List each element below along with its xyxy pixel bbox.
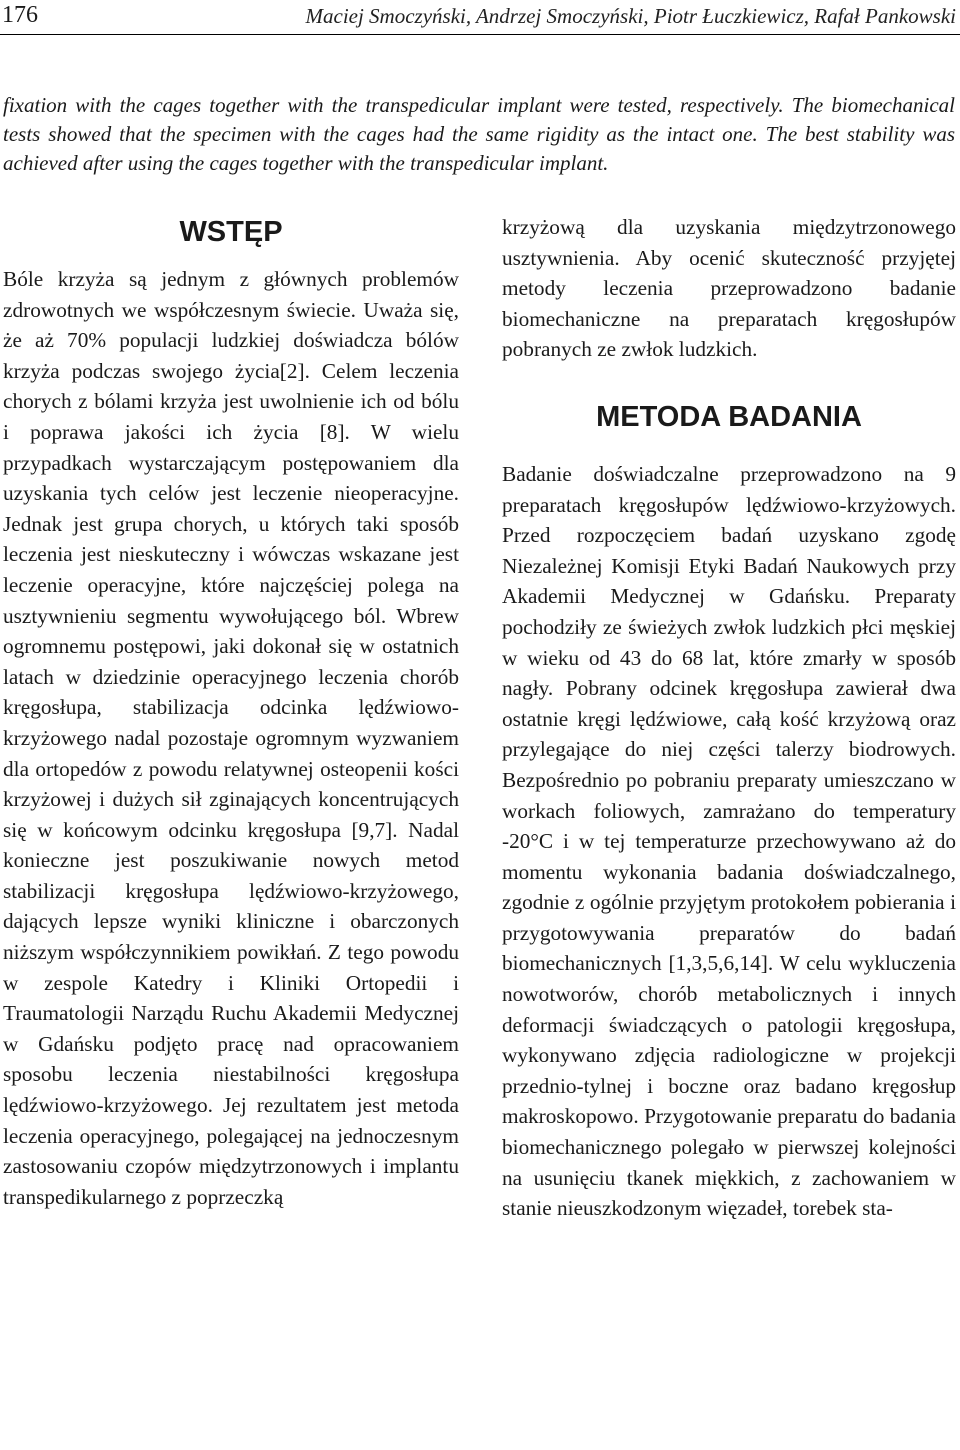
page-number: 176 xyxy=(2,2,38,28)
body-paragraph-introduction-continued: krzyżową dla uzyskania międzytrzonowego usztywnienia. Aby ocenić skuteczność przyjętej metody leczenia przeprowadzono badanie biomechaniczne na preparatach kręgosłupów pobranych ze zwłok ludzkich. xyxy=(502,215,956,362)
right-column xyxy=(502,212,956,1224)
section-heading-wstep: WSTĘP xyxy=(179,216,283,248)
section-heading-metoda-badania: METODA BADANIA xyxy=(596,400,862,433)
body-paragraph-methods: Badanie doświadczalne przeprowadzono na 9 preparatach kręgosłupów lędźwiowo-krzyżowych. Przed rozpoczęciem badań uzyskano zgodę Niezależnej Komisji Etyki Badań Naukowych przy Akademii Medycznej w Gdańsku. Preparaty pochodziły ze świeżych zwłok ludzkich płci męskiej w wieku od 43 do 68 lat, które zmarły w sposób nagły. Pobrany odcinek kręgosłupa zawierał dwa ostatnie kręgi lędźwiowe, całą kość krzyżową oraz przylegające do niej części talerzy biodrowych. Bezpośrednio po pobraniu preparaty umieszczano w workach foliowych, zamrażano do temperatury -20°C i w tej temperaturze przechowywano aż do momentu wykonania badania doświadczalnego, zgodnie z ogólnie przyjętym protokołem pobierania i przygotowywania preparatów do badań biomechanicznych [1,3,5,6,14]. W celu wykluczenia nowotworów, chorób metabolicznych i innych deformacji świadczących o patologii kręgosłupa, wykonywano zdjęcia radiologiczne w projekcji przednio-tylnej i boczne oraz badano kręgosłup makroskopowo. Przygotowanie preparatu do badania biomechanicznego polegało w pierwszej kolejności na usunięciu tkanek miękkich, z zachowaniem w stanie nieuszkodzonym więzadeł, torebek sta- xyxy=(502,461,956,1221)
abstract-continuation: fixation with the cages together with the transpedicular implant were tested, respectively. The biomechanical tests showed that the specimen with the cages had the same rigidity as the intact one. The best stability was achieved after using the cages together with the transpedicular implant. xyxy=(3,93,955,175)
running-head-authors: Maciej Smoczyński, Andrzej Smoczyński, Piotr Łuczkiewicz, Rafał Pankowski xyxy=(305,4,956,28)
body-paragraph-introduction: Bóle krzyża są jednym z głównych problemów zdrowotnych we współczesnym świecie. Uważa się, że aż 70% populacji ludzkiej doświadcza bólów krzyża podczas swojego życia[2]. Celem leczenia chorych z bólami krzyża jest uwolnienie ich od bólu i poprawa jakości ich życia [8]. W wielu przypadkach wystarczającym postępowaniem dla uzyskania tych celów jest leczenie nieoperacyjne. Jednak jest grupa chorych, u których taki sposób leczenia jest nieskuteczny i wówczas wskazane jest leczenie operacyjne, które najczęściej polega na usztywnieniu segmentu wywołującego ból. Wbrew ogromnemu postępowi, jaki dokonał się w ostatnich latach w dziedzinie operacyjnego leczenia chorób kręgosłupa, stabilizacja odcinka lędźwiowo-krzyżowego nadal pozostaje ogromnym wyzwaniem dla ortopedów z powodu relatywnej osteopenii kości krzyżowej i dużych sił zginających koncentrujących się w końcowym odcinku kręgosłupa [9,7]. Nadal konieczne jest poszukiwanie nowych metod stabilizacji kręgosłupa lędźwiowo-krzyżowego, dających lepsze wyniki kliniczne i obarczonych niższym współczynnikiem powikłań. Z tego powodu w zespole Katedry i Kliniki Ortopedii i Traumatologii Narządu Ruchu Akademii Medycznej w Gdańsku podjęto pracę nad opracowaniem sposobu leczenia niestabilności kręgosłupa lędźwiowo-krzyżowego. Jej rezultatem jest metoda leczenia operacyjnego, polegającej na jednoczesnym zastosowaniu czopów międzytrzonowych i implantu transpedikularnego z poprzeczką xyxy=(3,267,459,1209)
page-header xyxy=(0,0,960,36)
header-rule xyxy=(0,34,960,35)
left-column xyxy=(3,212,459,1212)
